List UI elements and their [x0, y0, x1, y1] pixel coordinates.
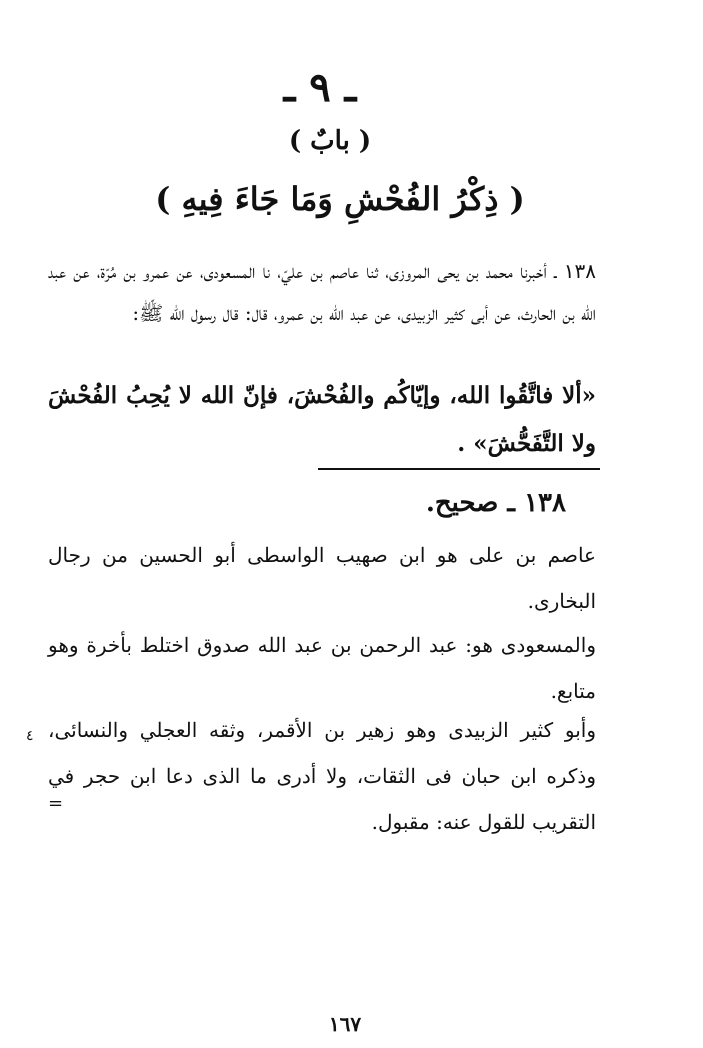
page-number: ١٦٧	[328, 1012, 362, 1036]
footnote-paragraph: وأبو كثير الزبيدى وهو زهير بن الأقمر، وثقه العجلي والنسائى، وذكره ابن حبان فى الثقات، ولا أدرى ما الذى دعا ابن حجر في التقريب للقول عنه: مقبول.	[48, 718, 596, 834]
chapter-number: ـ ٩ ـ	[283, 64, 357, 111]
footnote-paragraph: والمسعودى هو: عبد الرحمن بن عبد الله صدوق اختلط بأخرة وهو متابع.	[48, 633, 596, 703]
margin-mark: ٤	[26, 728, 34, 744]
hadith-isnad: ١٣٨ ـ أخبرنا محمد بن يحى المروزى، ثنا عاصم بن عليّ، نا المسعودى، عن عمرو بن مُرّة، عن عبد الله بن الحارث، عن أبى كثير الزبيدى، عن عبد الله بن عمرو، قال: قال رسول الله ﷺ:	[48, 259, 596, 325]
chapter-title: ( ذِكْرُ الفُحْشِ وَمَا جَاءَ فِيهِ )	[155, 180, 525, 218]
footnote-divider	[318, 468, 600, 470]
hadith-text: «ألا فاتَّقُوا الله، وإيّاكُم والفُحْشَ، فإنّ الله لا يُحِبُ الفُحْشَ ولا التَّفَحُّشَ» .	[48, 382, 596, 457]
footnote-paragraph: عاصم بن على هو ابن صهيب الواسطى أبو الحسين من رجال البخارى.	[48, 543, 596, 613]
chapter-label: ( بابٌ )	[288, 126, 372, 156]
margin-mark: =	[48, 793, 64, 814]
footnote-heading: ١٣٨ ـ صحيح.	[425, 488, 566, 518]
